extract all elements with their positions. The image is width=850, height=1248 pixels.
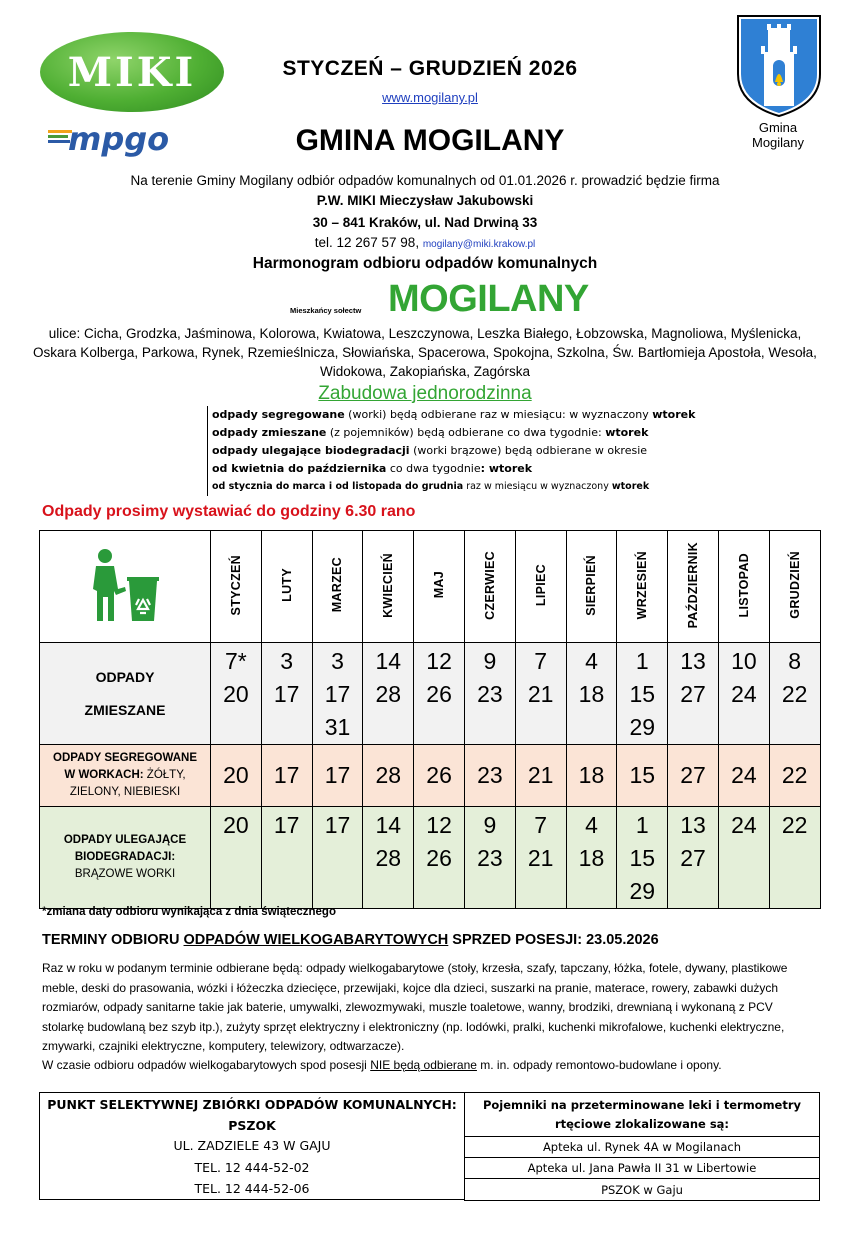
collection-date: 24 xyxy=(731,681,757,707)
collection-date: 7 xyxy=(534,648,548,674)
date-cell xyxy=(769,643,820,745)
collection-date: 27 xyxy=(680,845,706,871)
collection-date: 22 xyxy=(781,762,808,788)
collection-date: 24 xyxy=(731,762,757,788)
date-cell xyxy=(566,745,617,807)
month-header: CZERWIEC xyxy=(464,531,515,643)
collection-date: 4 xyxy=(585,812,598,838)
rule-item: odpady ulegające biodegradacji (worki brązowe) będą odbierane w okresie xyxy=(212,444,648,457)
bulky-waste-description: Raz w roku w podanym terminie odbierane będą: odpady wielkogabarytowe (stoły, krzesła, szafy, tapczany, łóżka, fotele, dywany, plastikowe meble, deski do prasowania, wózki i łóżeczka dziecięce, przewijaki, kojce dla dzieci, suszarki na pranie, materace, rowery, zabawki dużych rozmiarów, odpady sanitarne takie jak baterie, umywalki, zlewozmywaki, muszle toaletowe, wanny, brodziki, drewnianą i wykonaną z PCV stolarkę budowlaną bez szyb itp.), zużyty sprzęt elektryczny i elektroniczny (np. lodówki, pralki, kuchenki mikrofalowe, kuchenki elektryczne, zmywarki, czajniki elektryczne, komputery, telewizory, odtwarzacze). xyxy=(42,961,788,1053)
period-title: STYCZEŃ – GRUDZIEŃ 2026 xyxy=(282,57,578,80)
rule-item: odpady zmieszane (z pojemników) będą odbierane co dwa tygodnie: wtorek xyxy=(212,426,649,439)
collection-date: 23 xyxy=(477,762,503,788)
crest-caption: Gmina Mogilany xyxy=(751,120,805,150)
collection-date: 1 xyxy=(635,812,649,838)
date-cell xyxy=(363,807,414,909)
collection-date: 23 xyxy=(477,845,503,871)
collection-date: 29 xyxy=(629,878,656,904)
collection-date: 22 xyxy=(781,812,808,838)
collection-date: 15 xyxy=(629,845,656,871)
date-cell xyxy=(464,745,515,807)
collection-date: 21 xyxy=(527,762,554,788)
company-email[interactable]: mogilany@miki.krakow.pl xyxy=(422,239,536,250)
month-header: MAJ xyxy=(414,531,465,643)
mpgo-logo: mpgo xyxy=(48,122,198,162)
collection-date: 21 xyxy=(527,681,554,707)
date-cell xyxy=(312,643,363,745)
collection-date: 10 xyxy=(731,648,757,674)
table-row-segregated-waste xyxy=(40,745,821,807)
date-cell xyxy=(566,807,617,909)
collection-date: 9 xyxy=(483,648,497,674)
month-header: STYCZEŃ xyxy=(211,531,262,643)
table-row-mixed-waste xyxy=(40,643,821,745)
collection-date: 23 xyxy=(477,681,503,707)
footnote: *zmiana daty odbioru wynikająca z dnia świątecznego xyxy=(42,906,336,918)
date-cell xyxy=(515,745,566,807)
collection-date: 26 xyxy=(426,845,452,871)
date-cell xyxy=(515,643,566,745)
month-header: PAŹDZIERNIK xyxy=(668,531,719,643)
pszok-address: UL. ZADZIELE 43 W GAJU xyxy=(173,1138,331,1153)
collection-date: 28 xyxy=(375,762,402,788)
pszok-phone: TEL. 12 444-52-02 xyxy=(194,1159,310,1175)
collection-date: 13 xyxy=(680,812,706,838)
row-label: ODPADY ULEGAJĄCE BIODEGRADACJI: BRĄZOWE WORKI xyxy=(40,807,211,909)
collection-date: 31 xyxy=(324,714,351,740)
date-cell xyxy=(261,643,312,745)
date-cell xyxy=(464,807,515,909)
bulky-waste-title: TERMINY ODBIORU ODPADÓW WIELKOGABARYTOWYCH SPRZED POSESJI: 23.05.2026 xyxy=(42,932,659,948)
collection-date: 20 xyxy=(223,812,249,838)
date-cell xyxy=(464,643,515,745)
collection-date: 18 xyxy=(578,681,605,707)
collection-date: 17 xyxy=(273,762,300,788)
medicine-location: Apteka ul. Jana Pawła II 31 w Libertowie xyxy=(465,1158,820,1179)
month-header: KWIECIEŃ xyxy=(363,531,414,643)
collection-date: 14 xyxy=(375,812,402,838)
medicine-location: Apteka ul. Rynek 4A w Mogilanach xyxy=(465,1137,820,1158)
company-name: P.W. MIKI Mieczysław Jakubowski xyxy=(316,193,534,208)
date-cell xyxy=(668,643,719,745)
pszok-phone: TEL. 12 444-52-06 xyxy=(194,1181,310,1196)
date-cell xyxy=(515,807,566,909)
collection-date: 24 xyxy=(731,812,757,838)
company-address: 30 – 841 Kraków, ul. Nad Drwiną 33 xyxy=(312,215,538,230)
date-cell xyxy=(718,643,769,745)
collection-date: 15 xyxy=(629,762,656,788)
month-header: LUTY xyxy=(261,531,312,643)
date-cell xyxy=(211,643,262,745)
collection-date: 29 xyxy=(629,714,656,740)
schedule-table xyxy=(39,530,821,909)
collection-date: 18 xyxy=(578,845,605,871)
date-cell xyxy=(261,745,312,807)
date-cell xyxy=(363,643,414,745)
miki-logo: MIKI xyxy=(40,32,224,112)
collection-rules xyxy=(207,406,767,496)
collection-date: 4 xyxy=(585,648,598,674)
collection-date: 28 xyxy=(375,681,402,707)
company-contact xyxy=(40,235,810,250)
bulky-waste-exclusion: W czasie odbioru odpadów wielkogabarytowych spod posesji NIE będą odbierane m. in. odpady remontowo-budowlane i opony. xyxy=(42,1058,722,1072)
collection-date: 17 xyxy=(324,681,351,707)
collection-date: 22 xyxy=(781,681,808,707)
collection-date: 26 xyxy=(426,681,452,707)
collection-date: 20 xyxy=(223,762,249,788)
date-cell xyxy=(211,807,262,909)
collection-date: 26 xyxy=(426,762,452,788)
collection-date: 3 xyxy=(280,648,294,674)
medicine-containers-table xyxy=(464,1092,820,1201)
schedule-title: Harmonogram odbioru odpadów komunalnych xyxy=(252,255,598,272)
date-cell xyxy=(769,745,820,807)
streets-list: ulice: Cicha, Grodzka, Jaśminowa, Kolorowa, Kwiatowa, Leszczynowa, Leszka Białego, Łobzowska, Magnoliowa, Myślenicka, Oskara Kolberga, Parkowa, Rynek, Rzemieślnicza, Słowiańska, Spacerowa, Spokojna, Szkolna, Św. Bartłomieja Apostoła, Wesoła, Widokowa, Zakopiańska, Zagórska xyxy=(33,326,817,379)
date-cell xyxy=(668,745,719,807)
row-label: ODPADY ZMIESZANE xyxy=(40,643,211,745)
website-link[interactable]: www.mogilany.pl xyxy=(382,90,478,105)
residents-label: Mieszkańcy sołectw xyxy=(290,306,362,315)
collection-date: 27 xyxy=(680,762,706,788)
month-header: GRUDZIEŃ xyxy=(769,531,820,643)
month-header: MARZEC xyxy=(312,531,363,643)
date-cell xyxy=(211,745,262,807)
building-type: Zabudowa jednorodzinna xyxy=(318,383,532,404)
collection-date: 3 xyxy=(331,648,344,674)
date-cell xyxy=(414,807,465,909)
date-cell xyxy=(617,807,668,909)
rule-item: od kwietnia do października co dwa tygodnie: wtorek xyxy=(212,462,533,475)
date-cell xyxy=(769,807,820,909)
date-cell xyxy=(414,745,465,807)
collection-date: 1 xyxy=(635,648,649,674)
coat-of-arms-icon xyxy=(734,12,824,118)
date-cell xyxy=(414,643,465,745)
rule-item: odpady segregowane (worki) będą odbierane raz w miesiącu: w wyznaczony wtorek xyxy=(212,408,696,421)
month-header: SIERPIEŃ xyxy=(566,531,617,643)
month-header: LIPIEC xyxy=(515,531,566,643)
collection-date: 21 xyxy=(527,845,554,871)
medicine-location: PSZOK w Gaju xyxy=(465,1179,820,1201)
rule-item: od stycznia do marca i od listopada do grudnia raz w miesiącu w wyznaczony wtorek xyxy=(212,481,650,492)
collection-date: 9 xyxy=(483,812,497,838)
date-cell xyxy=(363,745,414,807)
collection-date: 27 xyxy=(680,681,706,707)
date-cell xyxy=(261,807,312,909)
collection-date: 17 xyxy=(273,812,300,838)
collection-date: 12 xyxy=(426,812,452,838)
collection-date: 8 xyxy=(788,648,802,674)
row-label: ODPADY SEGREGOWANE W WORKACH: ŻÓŁTY, ZIELONY, NIEBIESKI xyxy=(40,745,211,807)
date-cell xyxy=(668,807,719,909)
collection-date: 17 xyxy=(324,812,351,838)
date-cell xyxy=(312,807,363,909)
month-header-row xyxy=(40,531,821,643)
collection-date: 17 xyxy=(324,762,351,788)
date-cell xyxy=(617,643,668,745)
month-header: LISTOPAD xyxy=(718,531,769,643)
recycle-bin-person-icon xyxy=(85,547,165,623)
village-name: MOGILANY xyxy=(388,278,589,320)
page-title: GMINA MOGILANY xyxy=(295,124,565,157)
date-cell xyxy=(566,643,617,745)
medicine-title: Pojemniki na przeterminowane leki i termometry rtęciowe zlokalizowane są: xyxy=(465,1093,820,1137)
date-cell xyxy=(718,745,769,807)
time-notice: Odpady prosimy wystawiać do godziny 6.30 rano xyxy=(42,503,416,520)
pszok-box: PUNKT SELEKTYWNEJ ZBIÓRKI ODPADÓW KOMUNALNYCH: PSZOK UL. ZADZIELE 43 W GAJU TEL. 12 444-52-02 TEL. 12 444-52-06 xyxy=(39,1092,465,1200)
company-phone: tel. 12 267 57 98, xyxy=(314,235,420,250)
collection-date: 14 xyxy=(375,648,402,674)
collection-date: 7* xyxy=(225,648,247,674)
table-row-bio-waste xyxy=(40,807,821,909)
collection-date: 7 xyxy=(534,812,548,838)
collection-date: 18 xyxy=(578,762,605,788)
month-header: WRZESIEŃ xyxy=(617,531,668,643)
collection-date: 15 xyxy=(629,681,656,707)
intro-text: Na terenie Gminy Mogilany odbiór odpadów komunalnych od 01.01.2026 r. prowadzić będzie firma xyxy=(130,173,720,188)
collection-date: 17 xyxy=(273,681,300,707)
date-cell xyxy=(312,745,363,807)
date-cell xyxy=(718,807,769,909)
collection-date: 12 xyxy=(426,648,452,674)
collection-date: 13 xyxy=(680,648,706,674)
collection-date: 28 xyxy=(375,845,402,871)
date-cell xyxy=(617,745,668,807)
table-icon-cell xyxy=(40,531,211,643)
collection-date: 20 xyxy=(223,681,249,707)
